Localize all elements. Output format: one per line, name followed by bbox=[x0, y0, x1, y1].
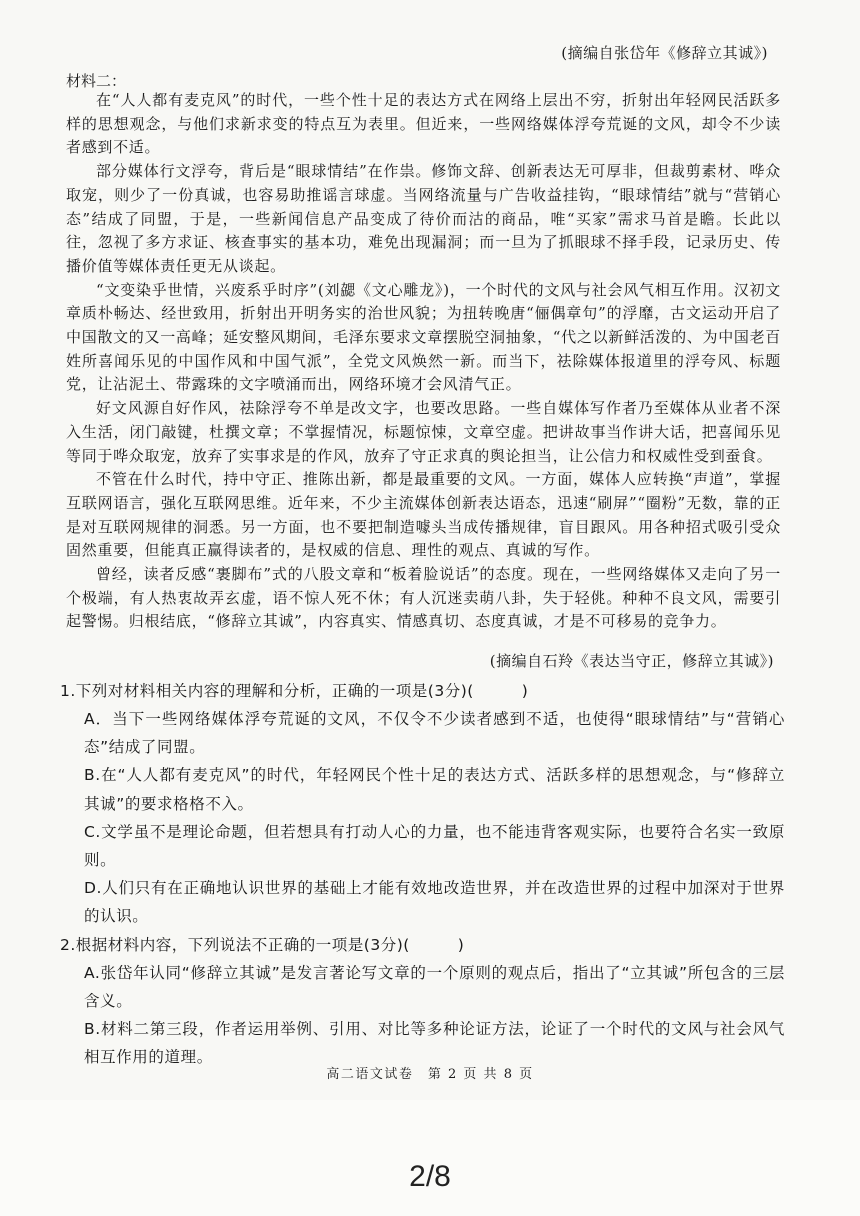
option-b: B.在“人人都有麦克风”的时代，年轻网民个性十足的表达方式、活跃多样的思想观念，与“修辞立其诚”的要求格格不入。 bbox=[84, 766, 785, 813]
option-c: C.文学虽不是理论命题，但若想具有打动人心的力量，也不能违背客观实际，也要符合名实一致原则。 bbox=[84, 822, 785, 870]
option-b: B.材料二第三段，作者运用举例、引用、对比等多种论证方法，论证了一个时代的文风与社会风气相互作用的道理。 bbox=[84, 1020, 785, 1067]
article-paragraph: 曾经，读者反感“裹脚布”式的八股文章和“板着脸说话”的态度。现在，一些网络媒体又走向了另一个极端，有人热衷故弄玄虚，语不惊人死不休；有人沉迷卖萌八卦，失于轻佻。种种不良文风，需要引起警惕。归根结底，“修辞立其诚”，内容真实、情感真切、态度真诚，才是不可移易的竞争力。 bbox=[66, 565, 781, 631]
question-section bbox=[60, 677, 785, 1071]
page-footer: 高二语文试卷 第 2 页 共 8 页 bbox=[326, 1067, 534, 1082]
option-a: A.张岱年认同“修辞立其诚”是发言著论写文章的一个原则的观点后，指出了“立其诚”所包含的三层含义。 bbox=[84, 963, 785, 1010]
article-paragraph: 好文风源自好作风，祛除浮夸不单是改文字，也要改思路。一些自媒体写作者乃至媒体从业者不深入生活，闭门敲键，杜撰文章；不掌握情况，标题惊悚，文章空虚。把讲故事当作讲大话，把喜闻乐见等同于哗众取宠，放弃了实事求是的作风，放弃了守正求真的舆论担当，让公信力和权威性受到蚕食。 bbox=[66, 399, 781, 465]
source-citation-bottom: (摘编自石羚《表达当守正，修辞立其诚》) bbox=[489, 652, 774, 670]
source-citation-top: (摘编自张岱年《修辞立其诚》) bbox=[561, 44, 768, 62]
article-paragraph: 在“人人都有麦克风”的时代，一些个性十足的表达方式在网络上层出不穷，折射出年轻网民活跃多样的思想观念，与他们求新求变的特点互为表里。但近来，一些网络媒体浮夸荒诞的文风，却令不少读者感到不适。 bbox=[66, 91, 781, 157]
question-1 bbox=[60, 677, 785, 931]
question-stem: 1.下列对材料相关内容的理解和分析，正确的一项是(3分)( ) bbox=[60, 682, 529, 700]
question-2 bbox=[60, 931, 785, 1072]
article-paragraph: 部分媒体行文浮夸，背后是“眼球情结”在作祟。修饰文辞、创新表达无可厚非，但裁剪素材、哗众取宠，则少了一份真诚，也容易助推谣言球虚。当网络流量与广告收益挂钩，“眼球情结”就与“营销心态”结成了同盟，于是，一些新闻信息产品变成了待价而沽的商品，唯“买家”需求马首是瞻。长此以往，忽视了多方求证、核查事实的基本功，难免出现漏洞；而一旦为了抓眼球不择手段，记录历史、传播价值等媒体责任更无从谈起。 bbox=[66, 162, 781, 275]
article-paragraph: 不管在什么时代，持中守正、推陈出新，都是最重要的文风。一方面，媒体人应转换“声道”，掌握互联网语言，强化互联网思维。近年来，不少主流媒体创新表达语态，迅速“刷屏”“圈粉”无数，靠的正是对互联网规律的洞悉。另一方面，也不要把制造噱头当成传播规律，盲目跟风。用各种招式吸引受众固然重要，但能真正赢得读者的，是权威的信息、理性的观点、真诚的写作。 bbox=[66, 470, 781, 560]
option-d: D.人们只有在正确地认识世界的基础上才能有效地改造世界，并在改造世界的过程中加深对于世界的认识。 bbox=[84, 879, 785, 926]
question-stem: 2.根据材料内容，下列说法不正确的一项是(3分)( ) bbox=[60, 935, 465, 954]
option-a: A．当下一些网络媒体浮夸荒诞的文风，不仅令不少读者感到不适，也使得“眼球情结”与“营销心态”结成了同盟。 bbox=[84, 710, 785, 757]
page-indicator: 2/8 bbox=[409, 1160, 451, 1193]
article-paragraph: “文变染乎世情，兴废系乎时序”(刘勰《文心雕龙》)，一个时代的文风与社会风气相互作用。汉初文章质朴畅达、经世致用，折射出开明务实的治世风貌；为扭转晚唐“俪偶章句”的浮靡，古文运动开启了中国散文的又一高峰；延安整风期间，毛泽东要求文章摆脱空洞抽象，“代之以新鲜活泼的、为中国老百姓所喜闻乐见的中国作风和中国气派”，全党文风焕然一新。而当下，祛除媒体报道里的浮夸风、标题党，让沾泥土、带露珠的文字喷涌而出，网络环境才会风清气正。 bbox=[66, 280, 781, 394]
article-body bbox=[66, 89, 781, 634]
material-label: 材料二： bbox=[66, 72, 127, 90]
